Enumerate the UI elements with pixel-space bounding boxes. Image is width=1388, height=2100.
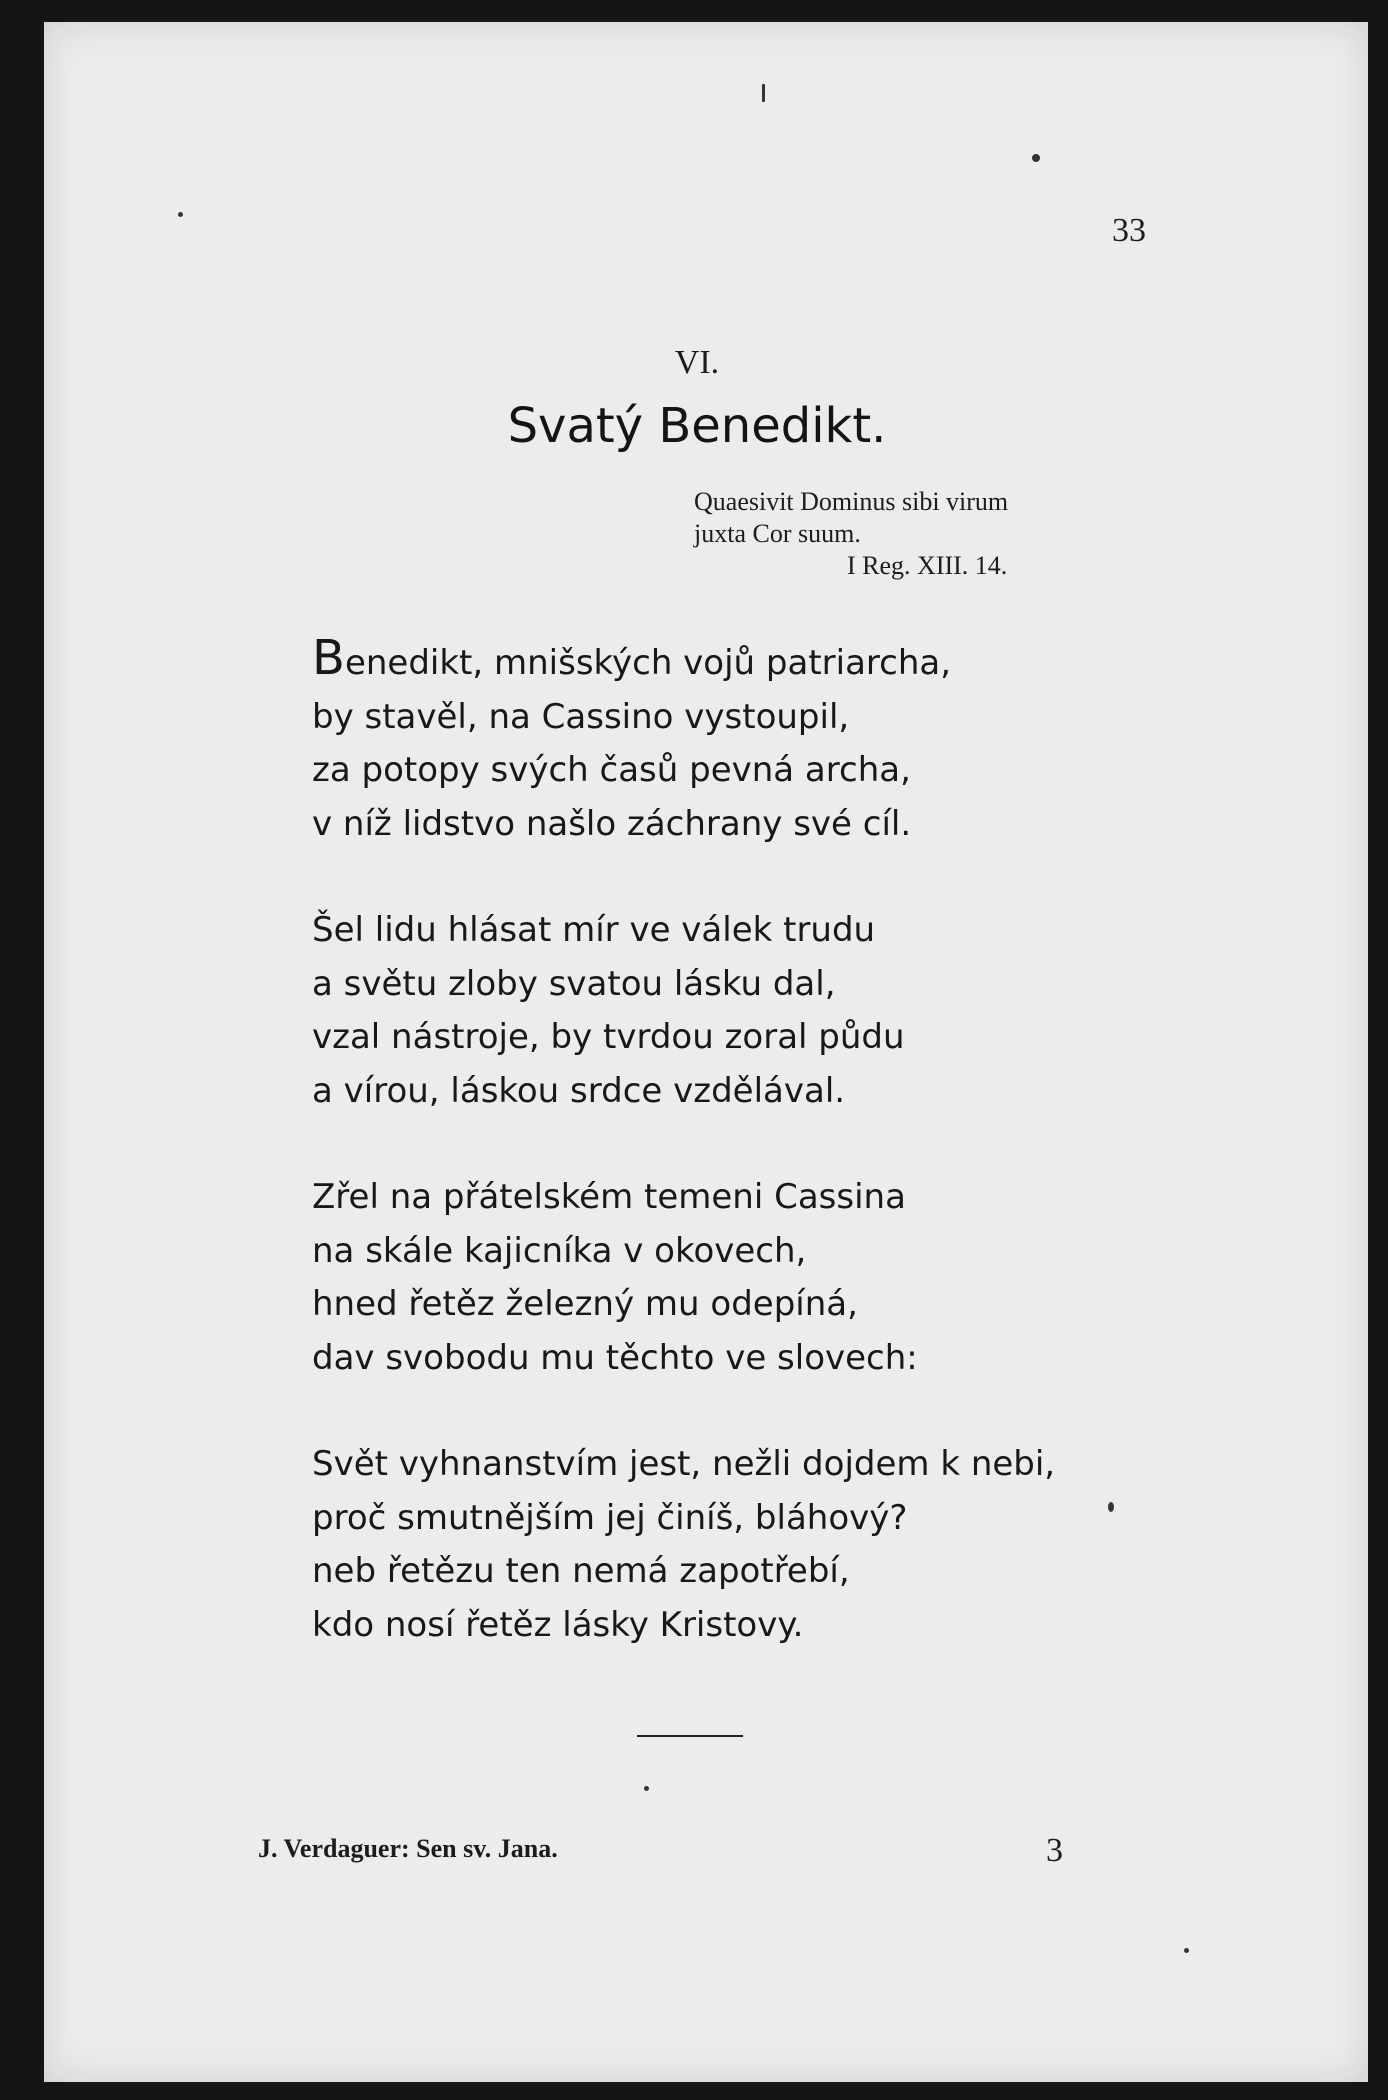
verse-line: Zřel na přátelském temeni Cassina [312, 1177, 906, 1217]
epigraph-reference: I Reg. XIII. 14. [847, 551, 1008, 580]
verse-line-text: enedikt, mnišských vojů patriarcha, [344, 643, 952, 683]
footer-sheet-number: 3 [1046, 1832, 1063, 1869]
print-speck [1032, 154, 1040, 162]
stanza [312, 904, 1192, 1118]
print-speck [178, 212, 183, 217]
verse-line [312, 632, 1192, 691]
section-divider [637, 1735, 743, 1737]
poem-title: Svatý Benedikt. [507, 398, 887, 454]
verse-line: vzal nástroje, by tvrdou zoral půdu [312, 1017, 905, 1057]
footer-signature: J. Verdaguer: Sen sv. Jana. [258, 1834, 558, 1863]
verse-line: Šel lidu hlásat mír ve válek trudu [312, 910, 876, 950]
chapter-number: VI. [674, 344, 720, 381]
verse-line: za potopy svých časů pevná archa, [312, 750, 911, 790]
verse-line: by stavěl, na Cassino vystoupil, [312, 696, 850, 737]
print-speck [1108, 1502, 1114, 1512]
verse-line: proč smutnějším jej činíš, bláhový? [312, 1497, 908, 1538]
print-speck [1184, 1948, 1189, 1953]
verse-line: a vírou, láskou srdce vzdělával. [312, 1070, 846, 1111]
epigraph [694, 486, 1094, 582]
stanza [312, 1438, 1192, 1652]
verse-line: kdo nosí řetěz lásky Kristovy. [312, 1604, 804, 1645]
print-speck [762, 84, 765, 102]
verse-line: Svět vyhnanstvím jest, nežli dojdem k nebi, [312, 1444, 1056, 1484]
epigraph-line: juxta Cor suum. [694, 519, 861, 548]
poem-body [312, 632, 1192, 1705]
print-speck [644, 1786, 649, 1791]
page-number: 33 [1112, 212, 1146, 249]
verse-line: hned řetěz železný mu odepíná, [312, 1284, 858, 1324]
verse-line: neb řetězu ten nemá zapotřebí, [312, 1551, 850, 1591]
verse-line: dav svobodu mu těchto ve slovech: [312, 1337, 918, 1378]
stanza [312, 632, 1192, 851]
verse-line: v níž lidstvo našlo záchrany své cíl. [312, 803, 912, 844]
epigraph-line: Quaesivit Dominus sibi virum [694, 487, 1009, 516]
verse-line: na skále kajicníka v okovech, [312, 1230, 807, 1271]
stanza [312, 1171, 1192, 1385]
book-page [44, 22, 1368, 2082]
verse-line: a světu zloby svatou lásku dal, [312, 963, 836, 1004]
drop-cap: B [312, 630, 345, 686]
